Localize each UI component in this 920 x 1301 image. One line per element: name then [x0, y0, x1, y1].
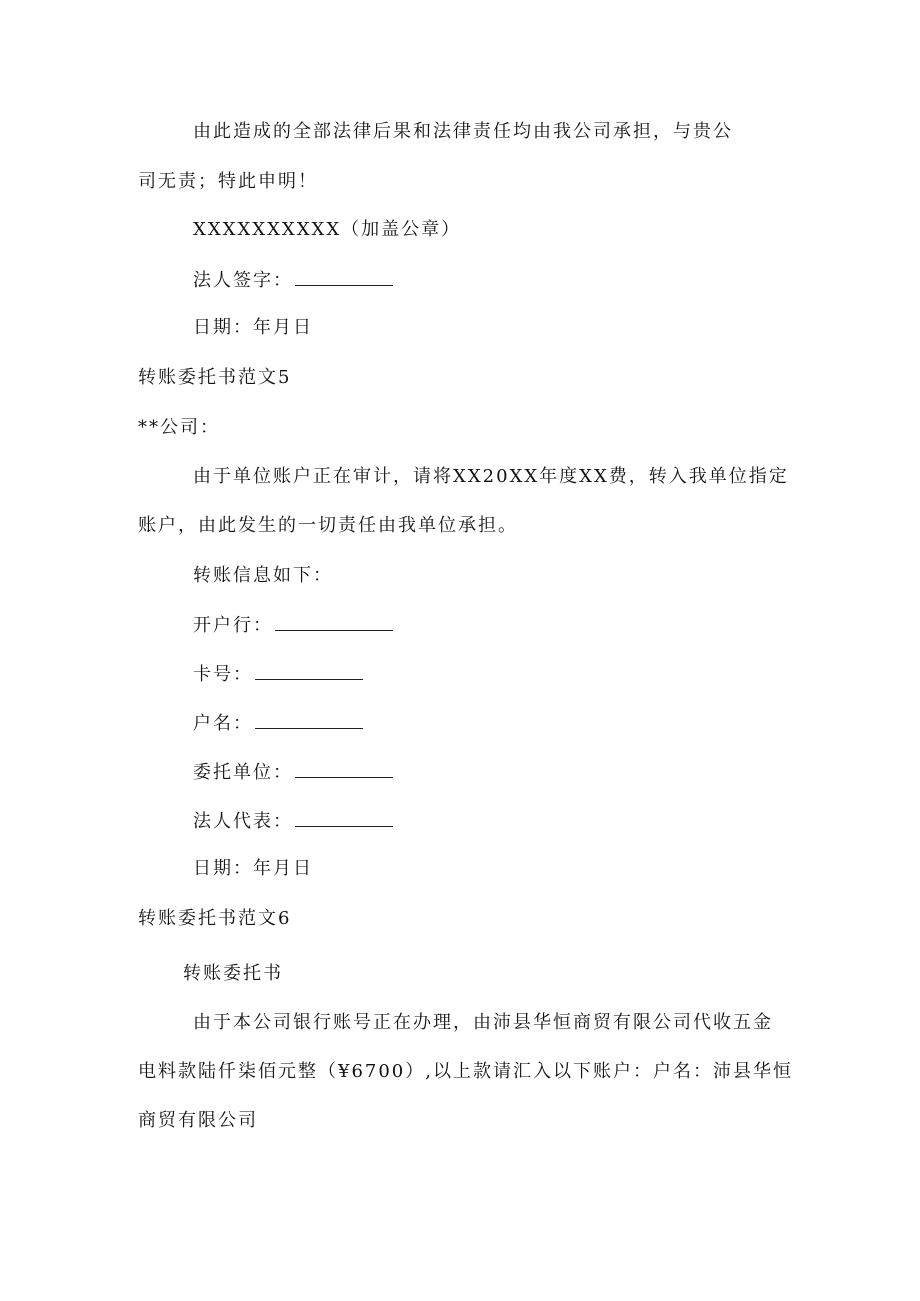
account-name-field [193, 711, 363, 736]
transfer-info-intro: 转账信息如下： [193, 565, 333, 586]
bank-field [193, 613, 393, 638]
paragraph-3-line-3: 商贸有限公司 [138, 1110, 258, 1131]
entrusting-unit-label: 委托单位： [193, 762, 293, 783]
entrusting-unit-blank [295, 760, 393, 778]
date-line-1: 日期：年月日 [193, 317, 313, 338]
paragraph-3-line-1: 由于本公司银行账号正在办理，由沛县华恒商贸有限公司代收五金 [193, 1012, 773, 1033]
heading-sample-6: 转账委托书范文6 [138, 908, 292, 929]
paragraph-1-line-2: 司无责；特此申明！ [138, 171, 318, 192]
salutation: **公司： [138, 417, 220, 438]
account-name-label: 户名： [193, 713, 253, 734]
card-label: 卡号： [193, 664, 253, 685]
date-line-2: 日期：年月日 [193, 858, 313, 879]
account-name-blank [255, 711, 363, 729]
legal-rep-label: 法人代表： [193, 811, 293, 832]
paragraph-3-line-2: 电料款陆仟柒佰元整（¥6700）,以上款请汇入以下账户：户名：沛县华恒 [138, 1061, 793, 1082]
paragraph-2-line-2: 账户，由此发生的一切责任由我单位承担。 [138, 515, 518, 536]
entrusting-unit-field [193, 760, 393, 785]
legal-rep-blank [295, 809, 393, 827]
legal-sign-blank [295, 268, 393, 286]
legal-sign-label: 法人签字： [193, 270, 293, 291]
paragraph-2-line-1: 由于单位账户正在审计，请将XX20XX年度XX费，转入我单位指定 [193, 466, 789, 487]
card-field [193, 662, 363, 687]
legal-rep-field [193, 809, 393, 834]
bank-blank [275, 613, 393, 631]
legal-sign-field [193, 268, 393, 293]
paragraph-1-line-1: 由此造成的全部法律后果和法律责任均由我公司承担，与贵公 [193, 121, 733, 142]
card-blank [255, 662, 363, 680]
subtitle-transfer-authorization: 转账委托书 [183, 963, 283, 984]
bank-label: 开户行： [193, 615, 273, 636]
company-seal-line: XXXXXXXXXX（加盖公章） [193, 219, 462, 240]
heading-sample-5: 转账委托书范文5 [138, 367, 292, 388]
